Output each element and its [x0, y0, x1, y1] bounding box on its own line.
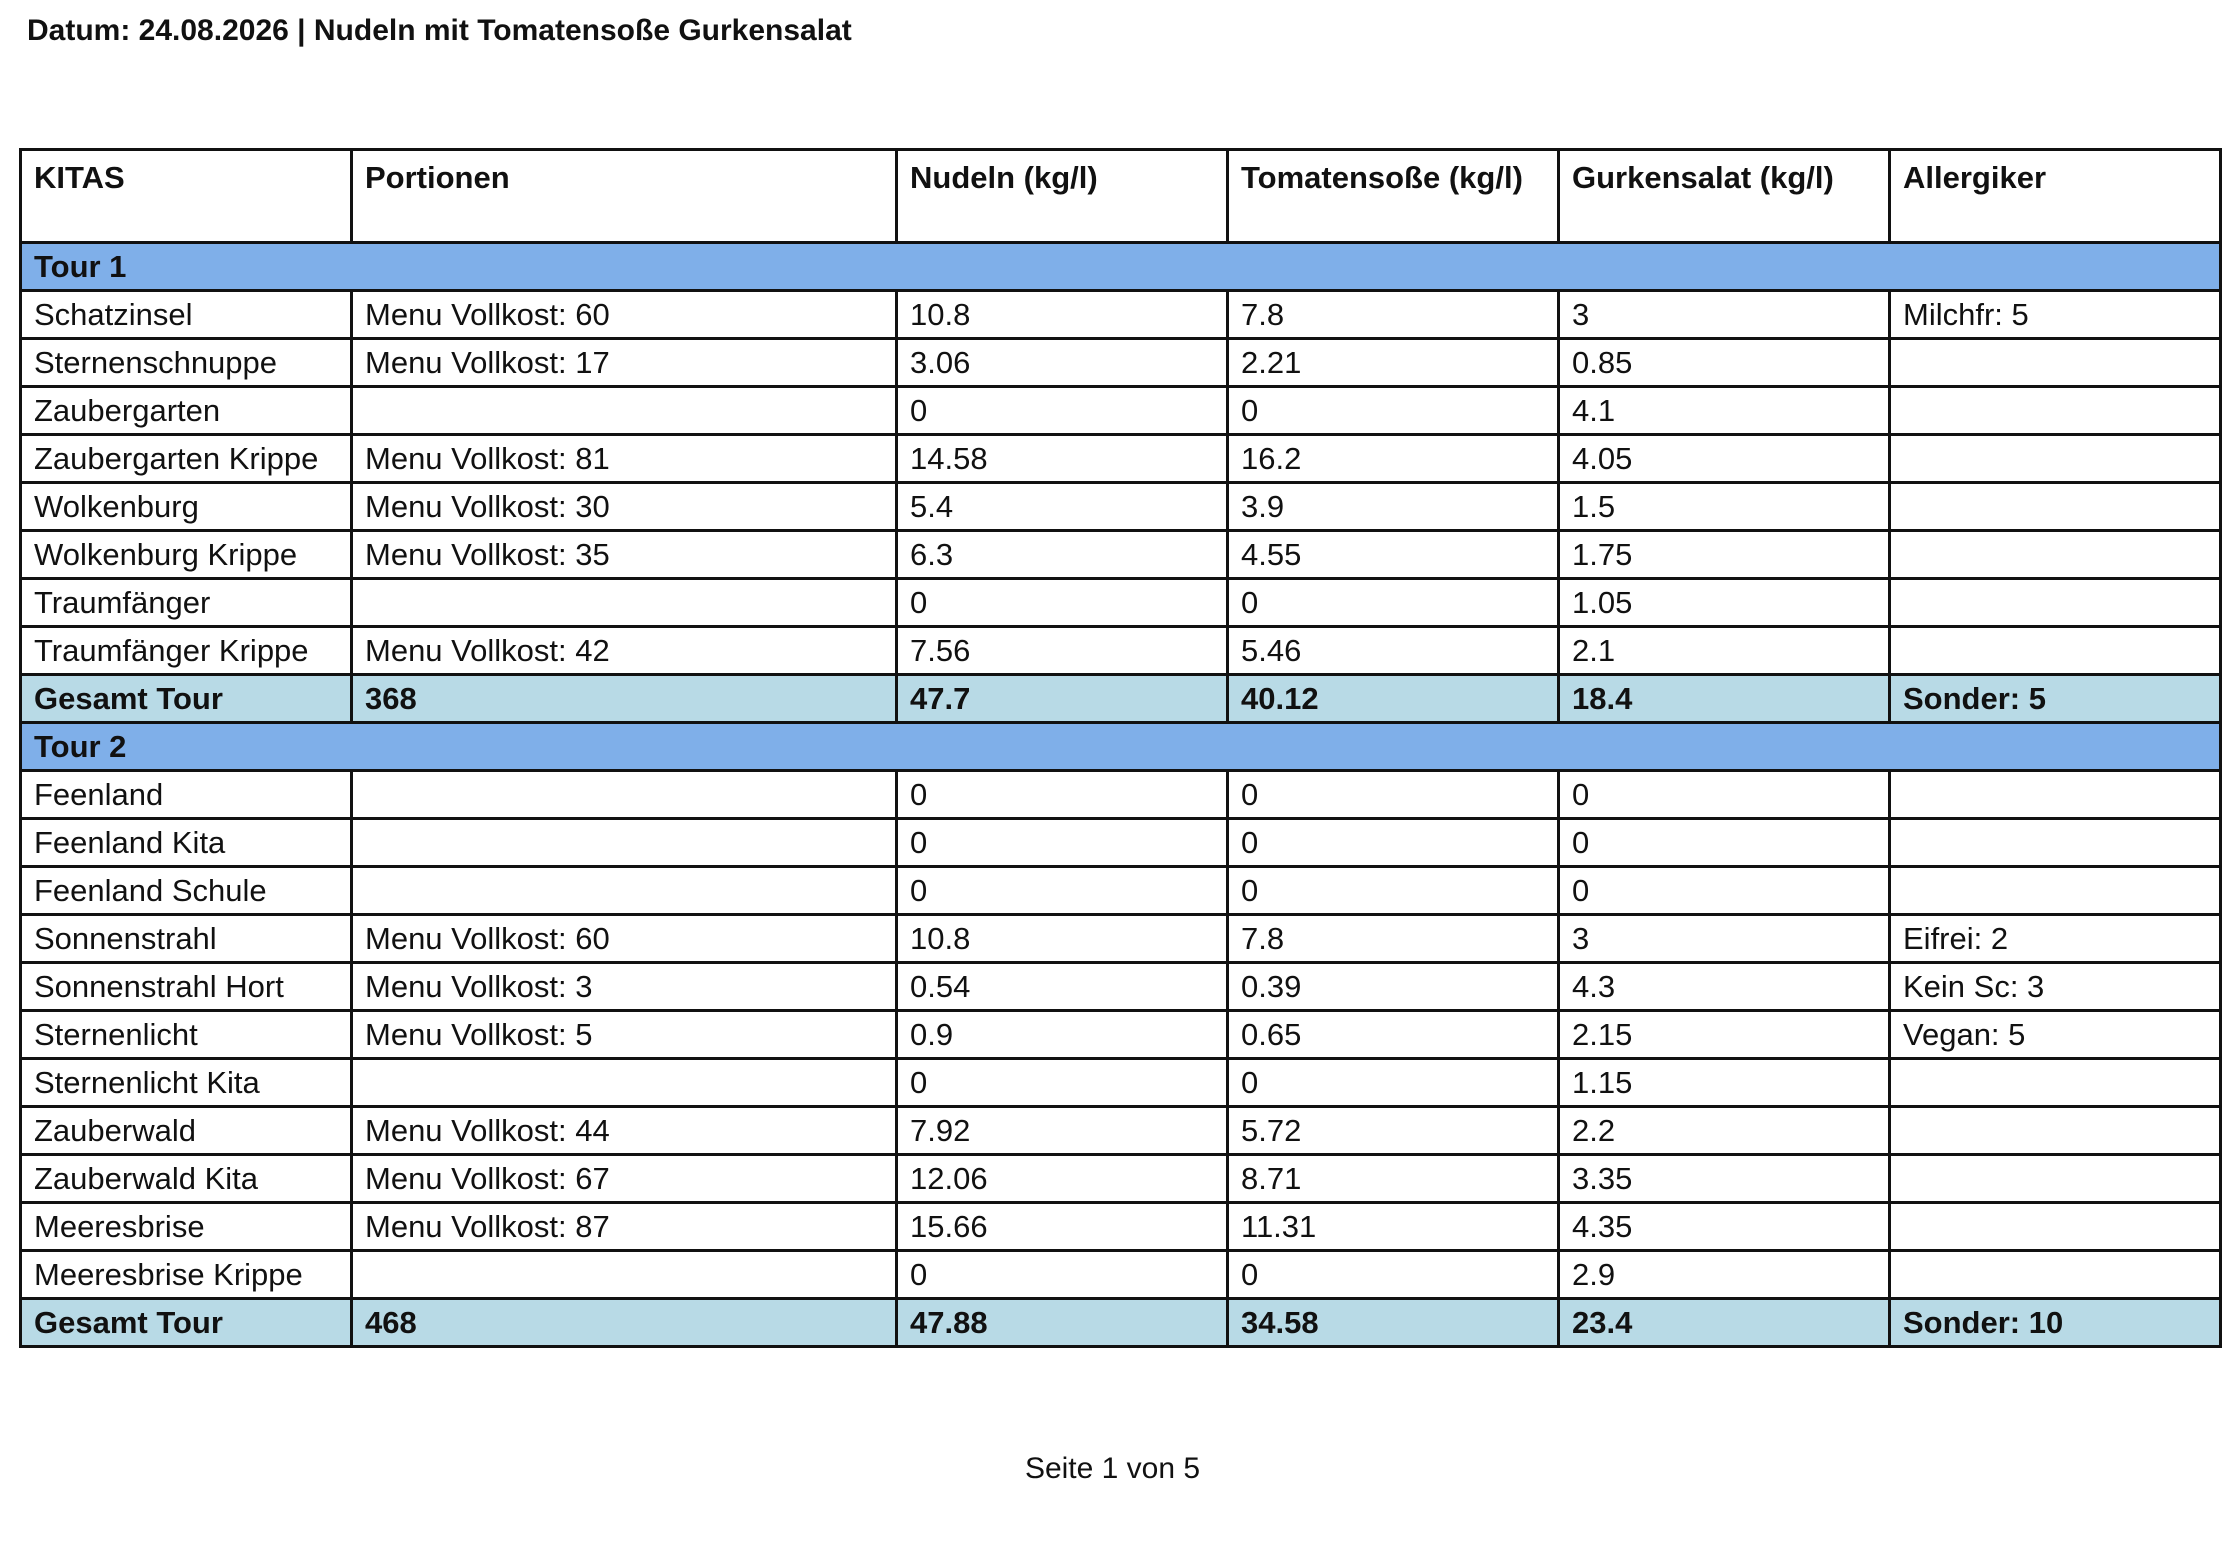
total-kita-name-cell: Gesamt Tour — [21, 675, 352, 723]
kitas-table — [19, 148, 2222, 1348]
kita-name-cell: Traumfänger Krippe — [21, 627, 352, 675]
nudeln-cell: 0 — [897, 387, 1228, 435]
table-row — [21, 1059, 2221, 1107]
tomatensosse-cell: 5.72 — [1228, 1107, 1559, 1155]
total-nudeln-cell: 47.7 — [897, 675, 1228, 723]
nudeln-cell: 0 — [897, 1059, 1228, 1107]
nudeln-cell: 14.58 — [897, 435, 1228, 483]
allergiker-cell — [1890, 387, 2221, 435]
tomatensosse-cell: 16.2 — [1228, 435, 1559, 483]
nudeln-cell: 15.66 — [897, 1203, 1228, 1251]
kita-name-cell: Wolkenburg — [21, 483, 352, 531]
table-header-row — [21, 150, 2221, 243]
portionen-cell: Menu Vollkost: 44 — [352, 1107, 897, 1155]
table-row — [21, 819, 2221, 867]
tomatensosse-cell: 0 — [1228, 1251, 1559, 1299]
gurkensalat-cell: 4.35 — [1559, 1203, 1890, 1251]
total-gurkensalat-cell: 18.4 — [1559, 675, 1890, 723]
nudeln-cell: 0 — [897, 1251, 1228, 1299]
column-header-portionen: Portionen — [352, 150, 897, 243]
total-nudeln-cell: 47.88 — [897, 1299, 1228, 1347]
table-row — [21, 1155, 2221, 1203]
tomatensosse-cell: 0.65 — [1228, 1011, 1559, 1059]
portionen-cell: Menu Vollkost: 35 — [352, 531, 897, 579]
gurkensalat-cell: 0 — [1559, 771, 1890, 819]
column-header-allergiker: Allergiker — [1890, 150, 2221, 243]
allergiker-cell — [1890, 627, 2221, 675]
tour-label: Tour 2 — [21, 723, 2221, 771]
gurkensalat-cell: 2.2 — [1559, 1107, 1890, 1155]
kita-name-cell: Sternenlicht Kita — [21, 1059, 352, 1107]
tomatensosse-cell: 0.39 — [1228, 963, 1559, 1011]
page-number: Seite 1 von 5 — [1024, 1452, 1201, 1485]
nudeln-cell: 12.06 — [897, 1155, 1228, 1203]
tour-total-row — [21, 675, 2221, 723]
portionen-cell: Menu Vollkost: 5 — [352, 1011, 897, 1059]
allergiker-cell — [1890, 1155, 2221, 1203]
table-row — [21, 1011, 2221, 1059]
allergiker-cell — [1890, 819, 2221, 867]
gurkensalat-cell: 0 — [1559, 819, 1890, 867]
nudeln-cell: 0 — [897, 867, 1228, 915]
table-row — [21, 579, 2221, 627]
tomatensosse-cell: 2.21 — [1228, 339, 1559, 387]
kita-name-cell: Zaubergarten Krippe — [21, 435, 352, 483]
tomatensosse-cell: 0 — [1228, 819, 1559, 867]
kita-name-cell: Zauberwald Kita — [21, 1155, 352, 1203]
kita-name-cell: Zauberwald — [21, 1107, 352, 1155]
portionen-cell: Menu Vollkost: 67 — [352, 1155, 897, 1203]
table-row — [21, 291, 2221, 339]
portionen-cell: Menu Vollkost: 42 — [352, 627, 897, 675]
nudeln-cell: 0.9 — [897, 1011, 1228, 1059]
allergiker-cell — [1890, 435, 2221, 483]
nudeln-cell: 7.56 — [897, 627, 1228, 675]
gurkensalat-cell: 2.9 — [1559, 1251, 1890, 1299]
gurkensalat-cell: 0 — [1559, 867, 1890, 915]
nudeln-cell: 0 — [897, 579, 1228, 627]
gurkensalat-cell: 0.85 — [1559, 339, 1890, 387]
tomatensosse-cell: 0 — [1228, 771, 1559, 819]
portionen-cell: Menu Vollkost: 30 — [352, 483, 897, 531]
kita-name-cell: Feenland — [21, 771, 352, 819]
portionen-cell — [352, 1251, 897, 1299]
total-tomatensosse-cell: 34.58 — [1228, 1299, 1559, 1347]
portionen-cell: Menu Vollkost: 60 — [352, 915, 897, 963]
tour-total-row — [21, 1299, 2221, 1347]
gurkensalat-cell: 3 — [1559, 291, 1890, 339]
kita-name-cell: Sonnenstrahl Hort — [21, 963, 352, 1011]
allergiker-cell — [1890, 483, 2221, 531]
table-row — [21, 771, 2221, 819]
total-portionen-cell: 468 — [352, 1299, 897, 1347]
gurkensalat-cell: 4.05 — [1559, 435, 1890, 483]
portionen-cell: Menu Vollkost: 17 — [352, 339, 897, 387]
nudeln-cell: 0 — [897, 819, 1228, 867]
tomatensosse-cell: 0 — [1228, 579, 1559, 627]
tour-header-row — [21, 723, 2221, 771]
table-row — [21, 627, 2221, 675]
page-header: Datum: 24.08.2026 | Nudeln mit Tomatensoße Gurkensalat — [27, 14, 852, 47]
gurkensalat-cell: 3.35 — [1559, 1155, 1890, 1203]
gurkensalat-cell: 3 — [1559, 915, 1890, 963]
total-gurkensalat-cell: 23.4 — [1559, 1299, 1890, 1347]
kita-name-cell: Zaubergarten — [21, 387, 352, 435]
kita-name-cell: Wolkenburg Krippe — [21, 531, 352, 579]
tomatensosse-cell: 3.9 — [1228, 483, 1559, 531]
column-header-nudeln: Nudeln (kg/l) — [897, 150, 1228, 243]
gurkensalat-cell: 4.3 — [1559, 963, 1890, 1011]
kita-name-cell: Sternenschnuppe — [21, 339, 352, 387]
nudeln-cell: 10.8 — [897, 915, 1228, 963]
kita-name-cell: Schatzinsel — [21, 291, 352, 339]
allergiker-cell: Eifrei: 2 — [1890, 915, 2221, 963]
kita-name-cell: Feenland Schule — [21, 867, 352, 915]
portionen-cell: Menu Vollkost: 87 — [352, 1203, 897, 1251]
portionen-cell — [352, 387, 897, 435]
gurkensalat-cell: 1.75 — [1559, 531, 1890, 579]
portionen-cell — [352, 1059, 897, 1107]
allergiker-cell — [1890, 531, 2221, 579]
tomatensosse-cell: 0 — [1228, 1059, 1559, 1107]
total-kita-name-cell: Gesamt Tour — [21, 1299, 352, 1347]
gurkensalat-cell: 2.15 — [1559, 1011, 1890, 1059]
tomatensosse-cell: 11.31 — [1228, 1203, 1559, 1251]
column-header-tomatensosse: Tomatensoße (kg/l) — [1228, 150, 1559, 243]
table-row — [21, 915, 2221, 963]
total-allergiker-cell: Sonder: 10 — [1890, 1299, 2221, 1347]
portionen-cell — [352, 771, 897, 819]
tomatensosse-cell: 8.71 — [1228, 1155, 1559, 1203]
gurkensalat-cell: 2.1 — [1559, 627, 1890, 675]
portionen-cell — [352, 579, 897, 627]
allergiker-cell: Kein Sc: 3 — [1890, 963, 2221, 1011]
nudeln-cell: 7.92 — [897, 1107, 1228, 1155]
kita-name-cell: Sonnenstrahl — [21, 915, 352, 963]
tour-label: Tour 1 — [21, 243, 2221, 291]
nudeln-cell: 0.54 — [897, 963, 1228, 1011]
tomatensosse-cell: 7.8 — [1228, 291, 1559, 339]
tomatensosse-cell: 0 — [1228, 867, 1559, 915]
table-row — [21, 867, 2221, 915]
allergiker-cell — [1890, 1251, 2221, 1299]
allergiker-cell — [1890, 579, 2221, 627]
tomatensosse-cell: 0 — [1228, 387, 1559, 435]
column-header-gurkensalat: Gurkensalat (kg/l) — [1559, 150, 1890, 243]
gurkensalat-cell: 1.5 — [1559, 483, 1890, 531]
portionen-cell: Menu Vollkost: 3 — [352, 963, 897, 1011]
table-row — [21, 435, 2221, 483]
allergiker-cell — [1890, 1107, 2221, 1155]
kita-name-cell: Meeresbrise Krippe — [21, 1251, 352, 1299]
portionen-cell: Menu Vollkost: 60 — [352, 291, 897, 339]
table-row — [21, 387, 2221, 435]
kita-name-cell: Meeresbrise — [21, 1203, 352, 1251]
total-portionen-cell: 368 — [352, 675, 897, 723]
allergiker-cell: Vegan: 5 — [1890, 1011, 2221, 1059]
allergiker-cell — [1890, 339, 2221, 387]
table-row — [21, 963, 2221, 1011]
table-row — [21, 1107, 2221, 1155]
table-body — [21, 243, 2221, 1347]
tour-header-row — [21, 243, 2221, 291]
kita-name-cell: Traumfänger — [21, 579, 352, 627]
table-row — [21, 1203, 2221, 1251]
table-row — [21, 1251, 2221, 1299]
table-row — [21, 483, 2221, 531]
column-header-kitas: KITAS — [21, 150, 352, 243]
total-tomatensosse-cell: 40.12 — [1228, 675, 1559, 723]
allergiker-cell — [1890, 867, 2221, 915]
portionen-cell: Menu Vollkost: 81 — [352, 435, 897, 483]
table-row — [21, 339, 2221, 387]
tomatensosse-cell: 7.8 — [1228, 915, 1559, 963]
tomatensosse-cell: 4.55 — [1228, 531, 1559, 579]
kita-name-cell: Sternenlicht — [21, 1011, 352, 1059]
nudeln-cell: 5.4 — [897, 483, 1228, 531]
nudeln-cell: 6.3 — [897, 531, 1228, 579]
allergiker-cell: Milchfr: 5 — [1890, 291, 2221, 339]
nudeln-cell: 10.8 — [897, 291, 1228, 339]
portionen-cell — [352, 867, 897, 915]
gurkensalat-cell: 4.1 — [1559, 387, 1890, 435]
allergiker-cell — [1890, 1059, 2221, 1107]
allergiker-cell — [1890, 1203, 2221, 1251]
kita-name-cell: Feenland Kita — [21, 819, 352, 867]
tomatensosse-cell: 5.46 — [1228, 627, 1559, 675]
total-allergiker-cell: Sonder: 5 — [1890, 675, 2221, 723]
table-row — [21, 531, 2221, 579]
nudeln-cell: 3.06 — [897, 339, 1228, 387]
portionen-cell — [352, 819, 897, 867]
allergiker-cell — [1890, 771, 2221, 819]
gurkensalat-cell: 1.05 — [1559, 579, 1890, 627]
gurkensalat-cell: 1.15 — [1559, 1059, 1890, 1107]
nudeln-cell: 0 — [897, 771, 1228, 819]
